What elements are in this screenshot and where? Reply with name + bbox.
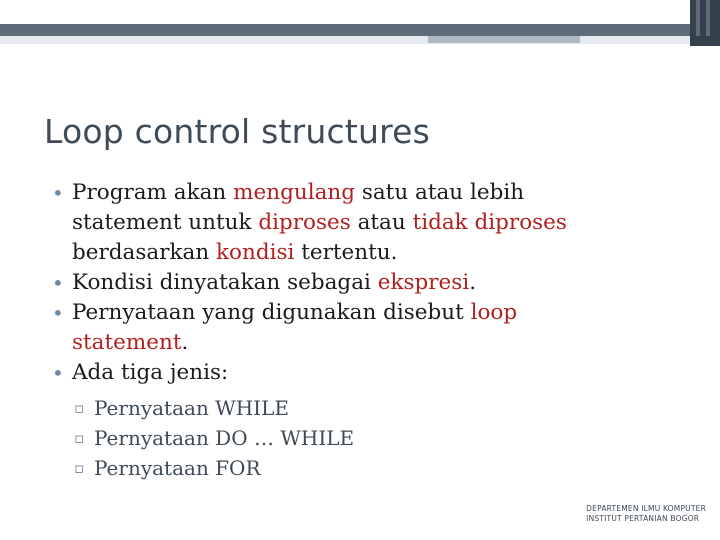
- sub-item-text: Pernyataan WHILE: [94, 396, 289, 420]
- bullet-dot-icon: •: [52, 181, 64, 205]
- bullet-text: Kondisi dinyatakan sebagai ekspresi.: [72, 270, 477, 295]
- hollow-square-icon: ▫: [74, 399, 85, 417]
- bullet-item: [52, 268, 612, 298]
- highlight-word: loop statement: [72, 300, 518, 355]
- footer-line: INSTITUT PERTANIAN BOGOR: [586, 514, 700, 523]
- sub-item-text: Pernyataan FOR: [94, 456, 261, 480]
- sub-item-text: Pernyataan DO … WHILE: [94, 426, 355, 450]
- sub-item: [52, 453, 612, 483]
- top-bar-accent: [428, 36, 580, 43]
- hollow-square-icon: ▫: [74, 429, 85, 447]
- bullet-dot-icon: •: [52, 301, 64, 325]
- top-bar-light: [0, 36, 720, 44]
- highlight-word: ekspresi: [377, 270, 470, 295]
- sub-item: [52, 393, 612, 423]
- top-bar: [0, 24, 720, 36]
- sub-item: [52, 423, 612, 453]
- bullet-dot-icon: •: [52, 361, 64, 385]
- bullet-item: [52, 178, 612, 268]
- bullet-text: Pernyataan yang digunakan disebut loop statement.: [72, 300, 518, 355]
- slide-title: Loop control structures: [44, 112, 431, 151]
- corner-stripe: [706, 0, 710, 36]
- highlight-word: diproses: [258, 210, 351, 235]
- bullet-text: Program akan mengulang satu atau lebih statement untuk diproses atau tidak diproses berdasarkan kondisi tertentu.: [72, 180, 567, 265]
- bullet-item: [52, 298, 612, 358]
- corner-block: [690, 0, 720, 46]
- footer-line: DEPARTEMEN ILMU KOMPUTER: [586, 504, 706, 513]
- highlight-word: mengulang: [233, 180, 355, 205]
- bullet-text: Ada tiga jenis:: [72, 360, 229, 385]
- bullet-item: [52, 358, 612, 388]
- sub-list: [52, 393, 612, 483]
- footer-institution: [586, 504, 706, 524]
- highlight-word: kondisi: [216, 240, 295, 265]
- highlight-word: tidak diproses: [412, 210, 567, 235]
- hollow-square-icon: ▫: [74, 459, 85, 477]
- bullet-dot-icon: •: [52, 271, 64, 295]
- corner-stripe: [696, 0, 700, 36]
- slide-content: [52, 178, 612, 483]
